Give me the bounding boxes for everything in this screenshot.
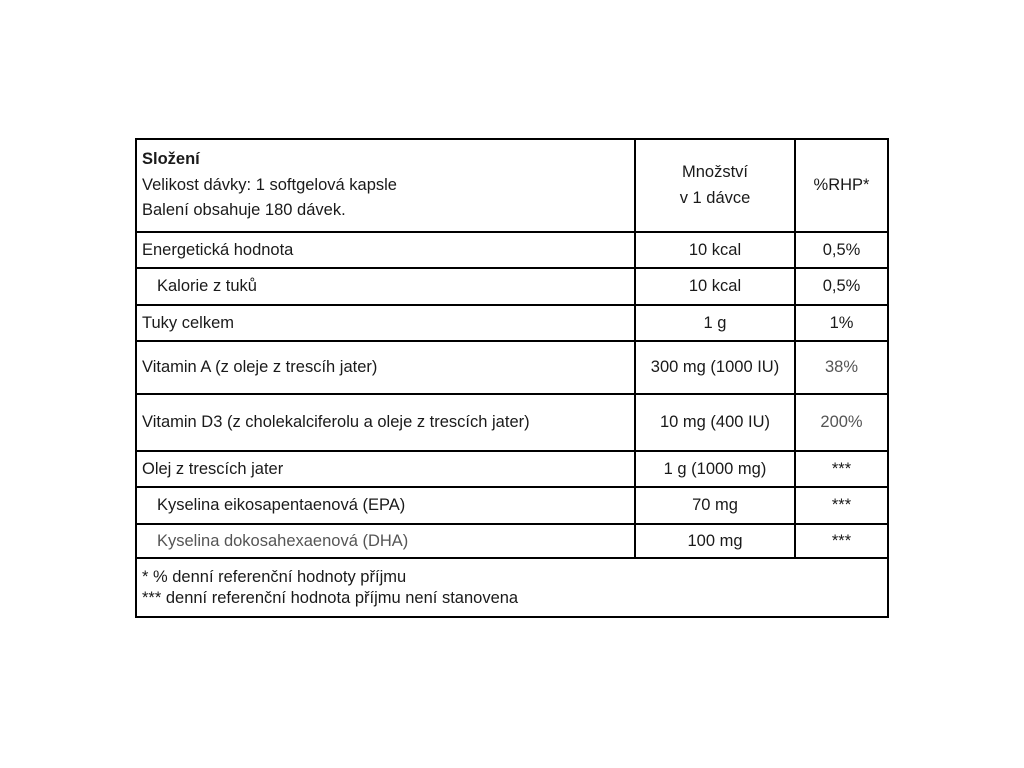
footnote-cell <box>136 558 888 617</box>
nutrient-rhp: 0,5% <box>795 268 888 305</box>
table-row <box>136 305 888 341</box>
footnote-not-set: *** denní referenční hodnota příjmu není stanovena <box>142 588 519 607</box>
table-row <box>136 394 888 451</box>
nutrient-amount: 70 mg <box>635 487 795 524</box>
nutrient-amount: 10 kcal <box>635 232 795 268</box>
nutrient-rhp: 1% <box>795 305 888 341</box>
table-row <box>136 341 888 394</box>
nutrient-amount: 10 kcal <box>635 268 795 305</box>
nutrient-rhp: 38% <box>795 341 888 394</box>
table-row <box>136 232 888 268</box>
nutrient-amount: 1 g <box>635 305 795 341</box>
servings-per-pack: Balení obsahuje 180 dávek. <box>142 201 346 220</box>
table-row <box>136 268 888 305</box>
footnote-row <box>136 558 888 617</box>
nutrient-name: Energetická hodnota <box>136 232 635 268</box>
serving-size: Velikost dávky: 1 softgelová kapsle <box>142 175 397 194</box>
nutrient-name: Kyselina dokosahexaenová (DHA) <box>136 524 635 558</box>
nutrient-name: Vitamin A (z oleje z trescíh jater) <box>136 341 635 394</box>
nutrient-amount: 300 mg (1000 IU) <box>635 341 795 394</box>
nutrient-amount: 100 mg <box>635 524 795 558</box>
nutrient-name: Olej z trescích jater <box>136 451 635 487</box>
nutrient-name: Vitamin D3 (z cholekalciferolu a oleje z trescích jater) <box>136 394 635 451</box>
amount-header-line1: Množství <box>681 162 749 181</box>
footnote-rhp: * % denní referenční hodnoty příjmu <box>142 567 407 586</box>
rhp-header-cell: %RHP* <box>795 139 888 232</box>
nutrient-rhp: *** <box>795 524 888 558</box>
table-row <box>136 451 888 487</box>
amount-header-cell <box>635 139 795 232</box>
composition-header-cell <box>136 139 635 232</box>
nutrient-rhp: *** <box>795 487 888 524</box>
nutrient-amount: 1 g (1000 mg) <box>635 451 795 487</box>
nutrient-name: Tuky celkem <box>136 305 635 341</box>
table-header-row <box>136 139 888 232</box>
nutrient-rhp: *** <box>795 451 888 487</box>
nutrient-name: Kalorie z tuků <box>136 268 635 305</box>
composition-title: Složení <box>142 150 200 169</box>
table-row <box>136 524 888 558</box>
table-row <box>136 487 888 524</box>
nutrient-rhp: 200% <box>795 394 888 451</box>
nutrition-table <box>135 138 889 618</box>
amount-header-line2: v 1 dávce <box>679 188 751 207</box>
nutrient-rhp: 0,5% <box>795 232 888 268</box>
nutrient-name: Kyselina eikosapentaenová (EPA) <box>136 487 635 524</box>
nutrient-amount: 10 mg (400 IU) <box>635 394 795 451</box>
